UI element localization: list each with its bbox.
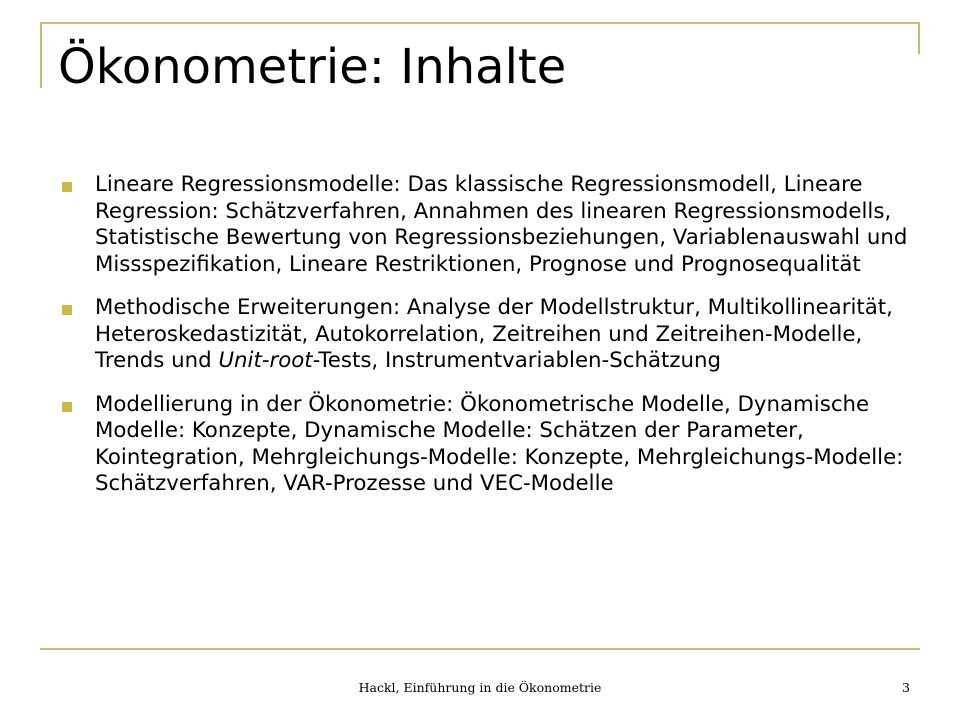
bullet-text-2-italic: Unit-root: [218, 348, 313, 373]
bullet-text-2-before: Methodische Erweiterungen: Analyse der Modellstruktur, Multikollinearität, Heteroskedastizität, Autokorrelation, Zeitreihen und Zeitreihen-Modelle, Trends und: [95, 295, 893, 373]
footer-text: Hackl, Einführung in die Ökonometrie: [358, 680, 602, 695]
bullet-text-3: Modellierung in der Ökonometrie: Ökonometrische Modelle, Dynamische Modelle: Konzepte, Dynamische Modelle: Schätzen der Parameter, Kointegration, Mehrgleichungs-Modelle: Konzepte, Mehrgleichungs-Modelle: Schätzverfahren, VAR-Prozesse und VEC-Modelle: [95, 391, 904, 496]
frame-left-line: [40, 22, 42, 88]
bullet-text-1: Lineare Regressionsmodelle: Das klassische Regressionsmodell, Lineare Regression: Schätzverfahren, Annahmen des linearen Regressionsmodells, Statistische Bewertung von Regressionsbeziehungen, Variablenauswahl und Missspezifikation, Lineare Restriktionen, Prognose und Prognosequalität: [95, 172, 908, 277]
bullet-list: [62, 172, 912, 515]
bullet-text-2-after: -Tests, Instrumentvariablen-Schätzung: [312, 348, 722, 373]
bullet-item-1: [62, 172, 912, 278]
frame-top-line: [40, 22, 920, 24]
bullet-item-3: [62, 392, 912, 498]
slide-title: Ökonometrie: Inhalte: [58, 39, 567, 95]
frame-right-line: [918, 22, 920, 54]
bullet-item-2: [62, 295, 912, 375]
square-bullet-icon: [62, 402, 72, 412]
footer-divider: [40, 648, 920, 650]
page-number: 3: [902, 680, 910, 695]
square-bullet-icon: [62, 305, 72, 315]
square-bullet-icon: [62, 182, 72, 192]
